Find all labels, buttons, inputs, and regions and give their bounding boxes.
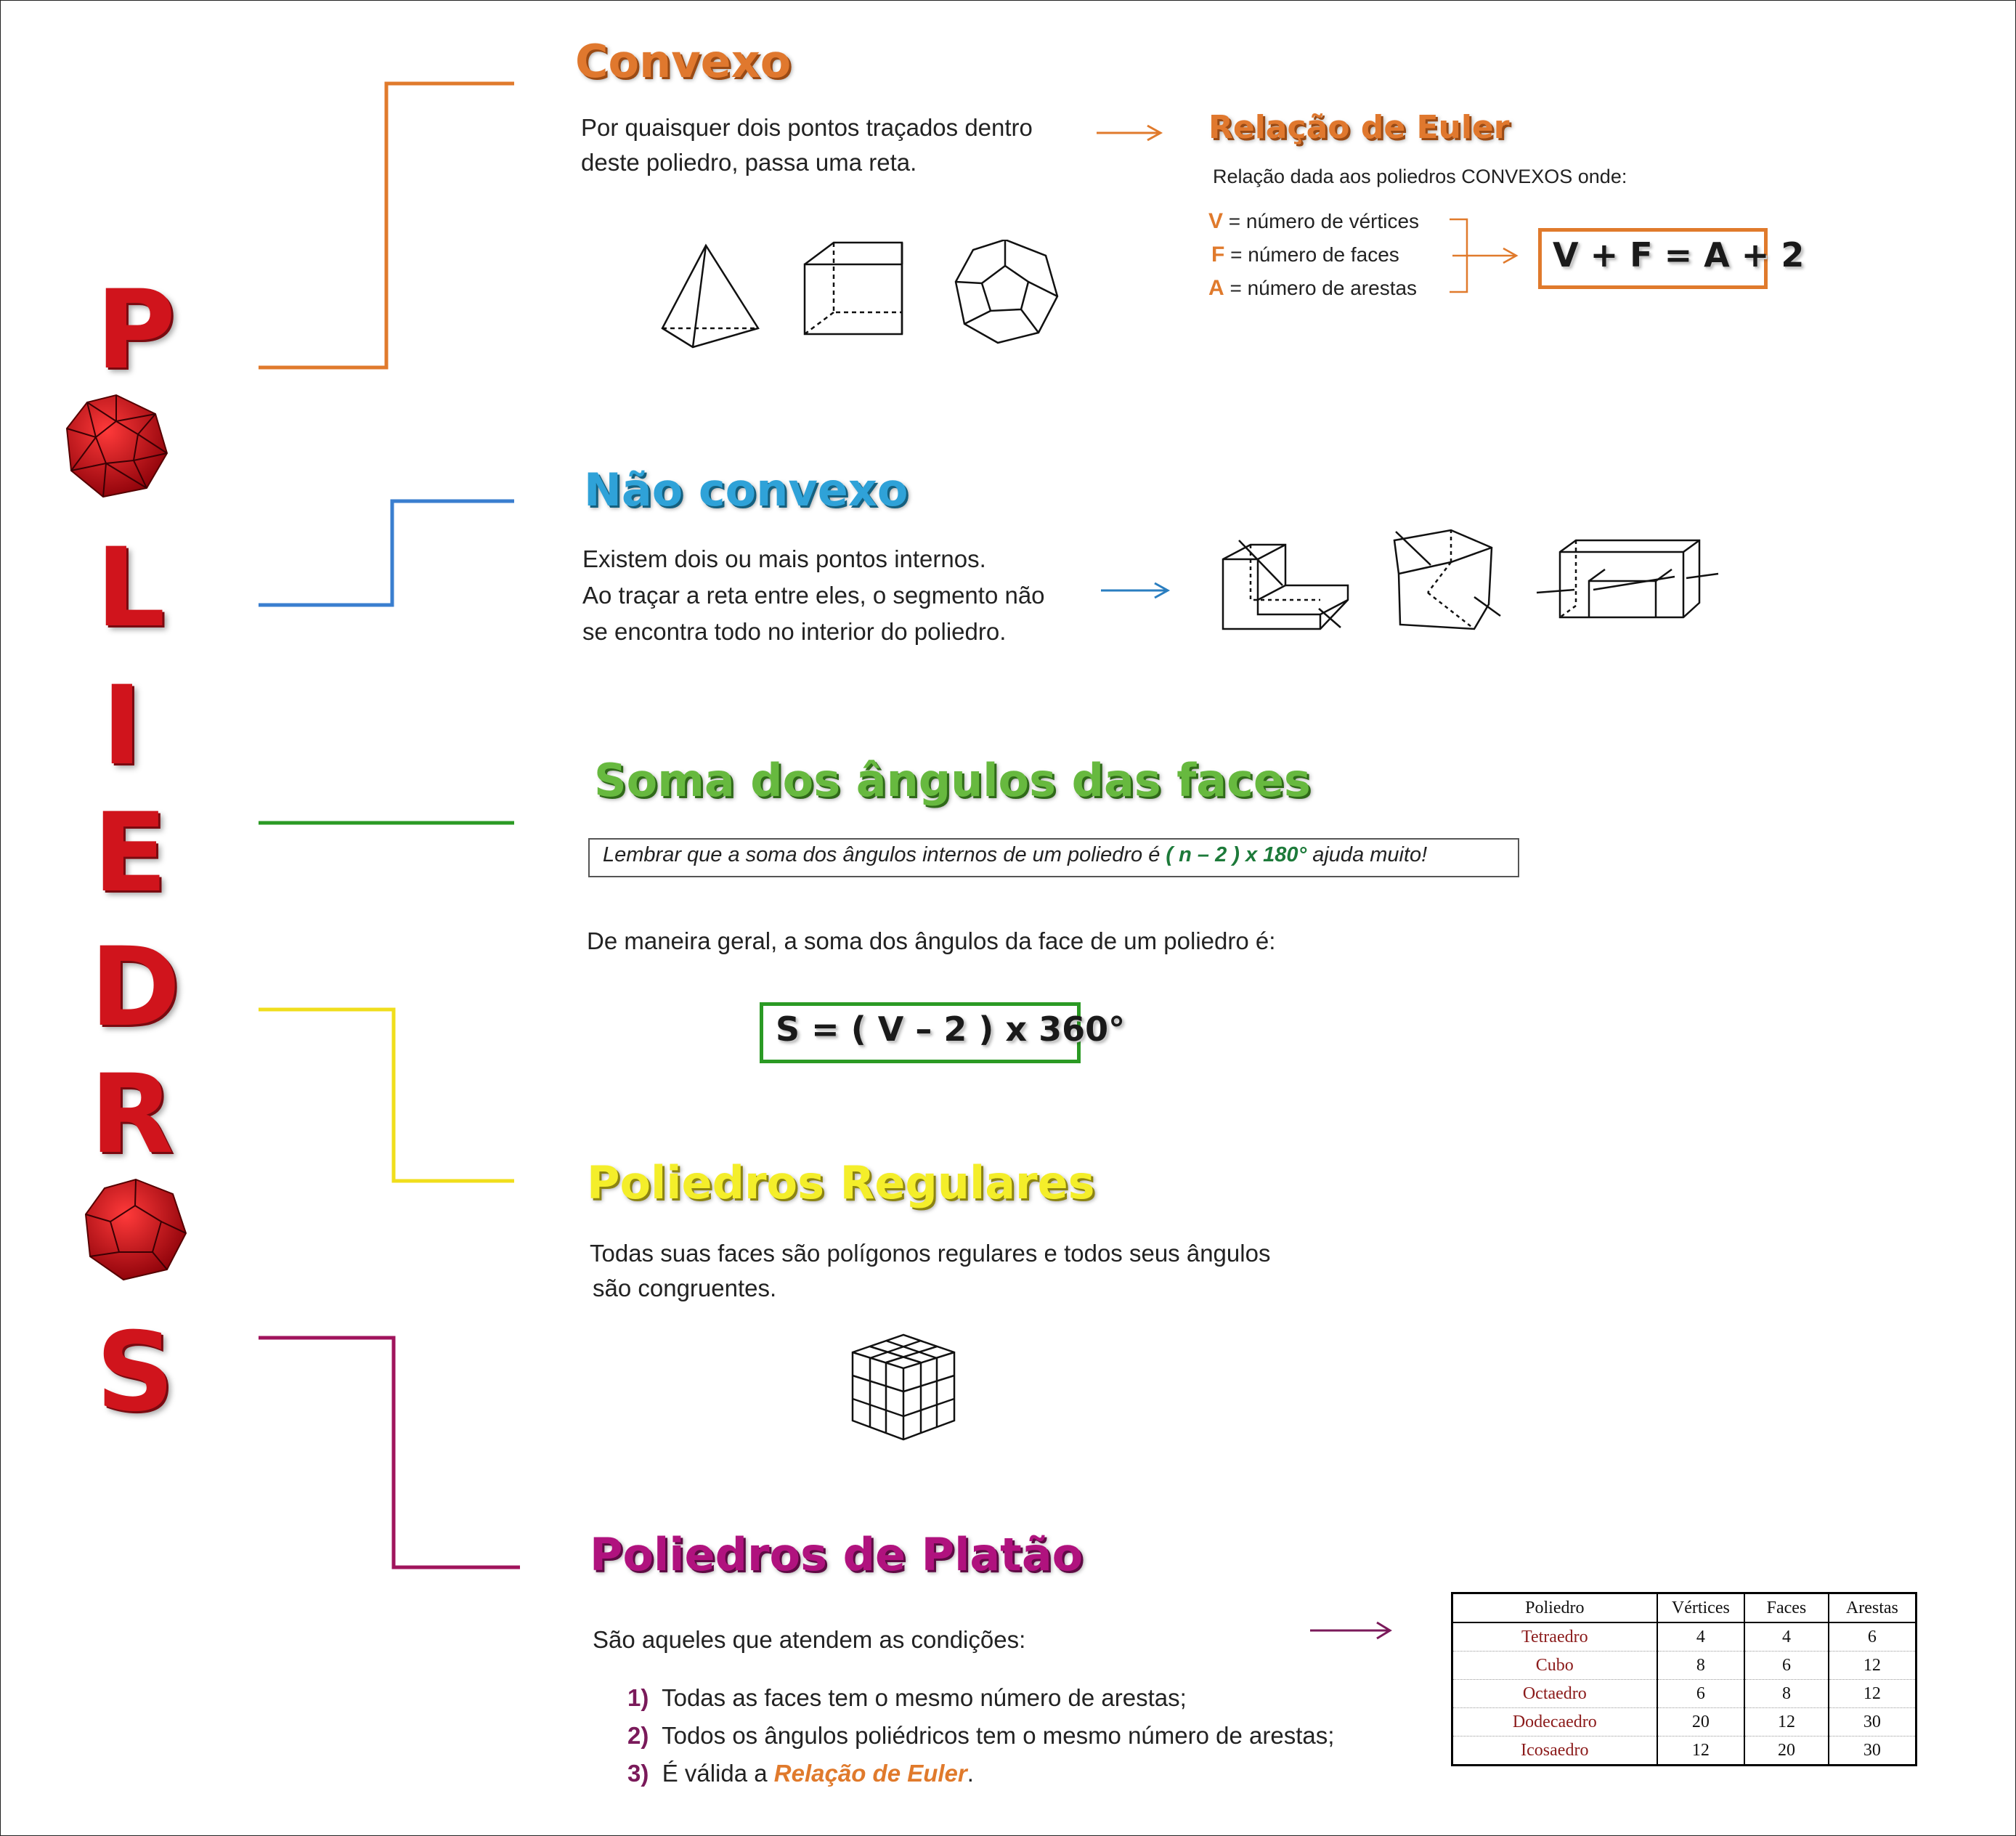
arrow-nao-convexo xyxy=(1101,583,1168,598)
non-convex-polyhedra-illustration xyxy=(1213,523,1721,639)
table-header: Arestas xyxy=(1829,1593,1917,1623)
euler-formula: V + F = A + 2 xyxy=(1553,235,1805,275)
table-row xyxy=(1452,1652,1917,1680)
euler-link: Relação de Euler xyxy=(773,1760,967,1787)
table-cell: Dodecaedro xyxy=(1452,1708,1657,1737)
l-shape-polyhedron-icon xyxy=(1223,540,1348,629)
connector-regulares xyxy=(259,1010,514,1181)
arrow-convexo-euler xyxy=(1097,126,1161,140)
indented-cube-icon xyxy=(1394,530,1500,629)
table-row xyxy=(1452,1622,1917,1652)
table-cell: 6 xyxy=(1744,1652,1829,1680)
connector-platao xyxy=(259,1338,520,1567)
rubik-cube-icon xyxy=(848,1331,959,1444)
table-cell: 12 xyxy=(1829,1652,1917,1680)
table-cell: Octaedro xyxy=(1452,1680,1657,1708)
table-cell: 8 xyxy=(1744,1680,1829,1708)
connector-nao-convexo xyxy=(259,501,514,605)
table-cell: 20 xyxy=(1744,1737,1829,1766)
platao-condition-3: 3) É válida a Relação de Euler. xyxy=(627,1760,974,1787)
euler-var-v: V = número de vértices xyxy=(1208,209,1420,233)
table-cell: 4 xyxy=(1744,1622,1829,1652)
table-row xyxy=(1452,1708,1917,1737)
table-cell: 30 xyxy=(1829,1708,1917,1737)
regulares-line-1: Todas suas faces são polígonos regulares e todos seus ângulos xyxy=(590,1240,1271,1267)
tetrahedron-icon xyxy=(662,245,758,347)
connector-convexo xyxy=(259,84,514,367)
table-row xyxy=(1452,1737,1917,1766)
euler-bracket xyxy=(1450,219,1516,292)
section-title-convexo: Convexo xyxy=(575,35,792,88)
section-title-soma: Soma dos ângulos das faces xyxy=(594,754,1311,807)
u-shape-polyhedron-icon xyxy=(1537,540,1718,617)
table-header: Poliedro xyxy=(1452,1593,1657,1623)
convexo-line-2: deste poliedro, passa uma reta. xyxy=(581,149,917,176)
nao-convexo-line-2: Ao traçar a reta entre eles, o segmento não xyxy=(582,582,1045,609)
convexo-line-1: Por quaisquer dois pontos traçados dentro xyxy=(581,114,1033,141)
platao-intro: São aqueles que atendem as condições: xyxy=(593,1626,1026,1653)
table-header: Vértices xyxy=(1657,1593,1744,1623)
platao-condition-2: 2) Todos os ângulos poliédricos tem o mesmo número de arestas; xyxy=(627,1722,1335,1749)
table-header-row xyxy=(1452,1593,1917,1623)
table-cell: 4 xyxy=(1657,1622,1744,1652)
title-letter-l: L xyxy=(96,525,166,651)
title-letter-s: S xyxy=(96,1309,175,1436)
nao-convexo-line-3: se encontra todo no interior do poliedro. xyxy=(582,618,1007,645)
table-cell: 8 xyxy=(1657,1652,1744,1680)
soma-line: De maneira geral, a soma dos ângulos da face de um poliedro é: xyxy=(587,927,1276,954)
table-cell: 12 xyxy=(1657,1737,1744,1766)
euler-subtitle: Relação dada aos poliedros CONVEXOS onde: xyxy=(1213,166,1627,187)
section-title-nao-convexo: Não convexo xyxy=(584,463,909,516)
table-cell: 20 xyxy=(1657,1708,1744,1737)
table-row xyxy=(1452,1680,1917,1708)
table-cell: Tetraedro xyxy=(1452,1622,1657,1652)
section-title-regulares: Poliedros Regulares xyxy=(587,1156,1095,1209)
title-letter-e: E xyxy=(93,790,168,917)
regulares-line-2: são congruentes. xyxy=(593,1275,777,1301)
dodecahedron-icon xyxy=(956,240,1057,343)
arrow-platao-table xyxy=(1310,1622,1390,1638)
table-cell: 30 xyxy=(1829,1737,1917,1766)
cube-icon xyxy=(805,243,902,334)
table-cell: 6 xyxy=(1657,1680,1744,1708)
table-header: Faces xyxy=(1744,1593,1829,1623)
table-cell: 6 xyxy=(1829,1622,1917,1652)
platao-condition-1: 1) Todas as faces tem o mesmo número de arestas; xyxy=(627,1684,1187,1711)
table-cell: Icosaedro xyxy=(1452,1737,1657,1766)
convex-polyhedra-illustration xyxy=(657,240,1063,349)
platonic-solids-table xyxy=(1451,1592,1917,1766)
table-cell: Cubo xyxy=(1452,1652,1657,1680)
table-cell: 12 xyxy=(1744,1708,1829,1737)
euler-var-a: A = número de arestas xyxy=(1208,276,1418,300)
nao-convexo-line-1: Existem dois ou mais pontos internos. xyxy=(582,545,986,572)
title-letter-p: P xyxy=(96,267,176,394)
soma-note-formula: ( n – 2 ) x 180° xyxy=(1166,843,1307,866)
soma-formula: S = ( V – 2 ) x 360° xyxy=(776,1010,1126,1049)
euler-var-f: F = número de faces xyxy=(1211,243,1399,267)
soma-note: Lembrar que a soma dos ângulos internos de um poliedro é ( n – 2 ) x 180° ajuda muito! xyxy=(603,843,1428,866)
title-letter-i: I xyxy=(102,663,142,789)
title-letter-r: R xyxy=(90,1052,174,1178)
euler-title: Relação de Euler xyxy=(1208,109,1510,146)
section-title-platao: Poliedros de Platão xyxy=(590,1528,1084,1581)
table-cell: 12 xyxy=(1829,1680,1917,1708)
title-letter-d: D xyxy=(90,925,181,1051)
